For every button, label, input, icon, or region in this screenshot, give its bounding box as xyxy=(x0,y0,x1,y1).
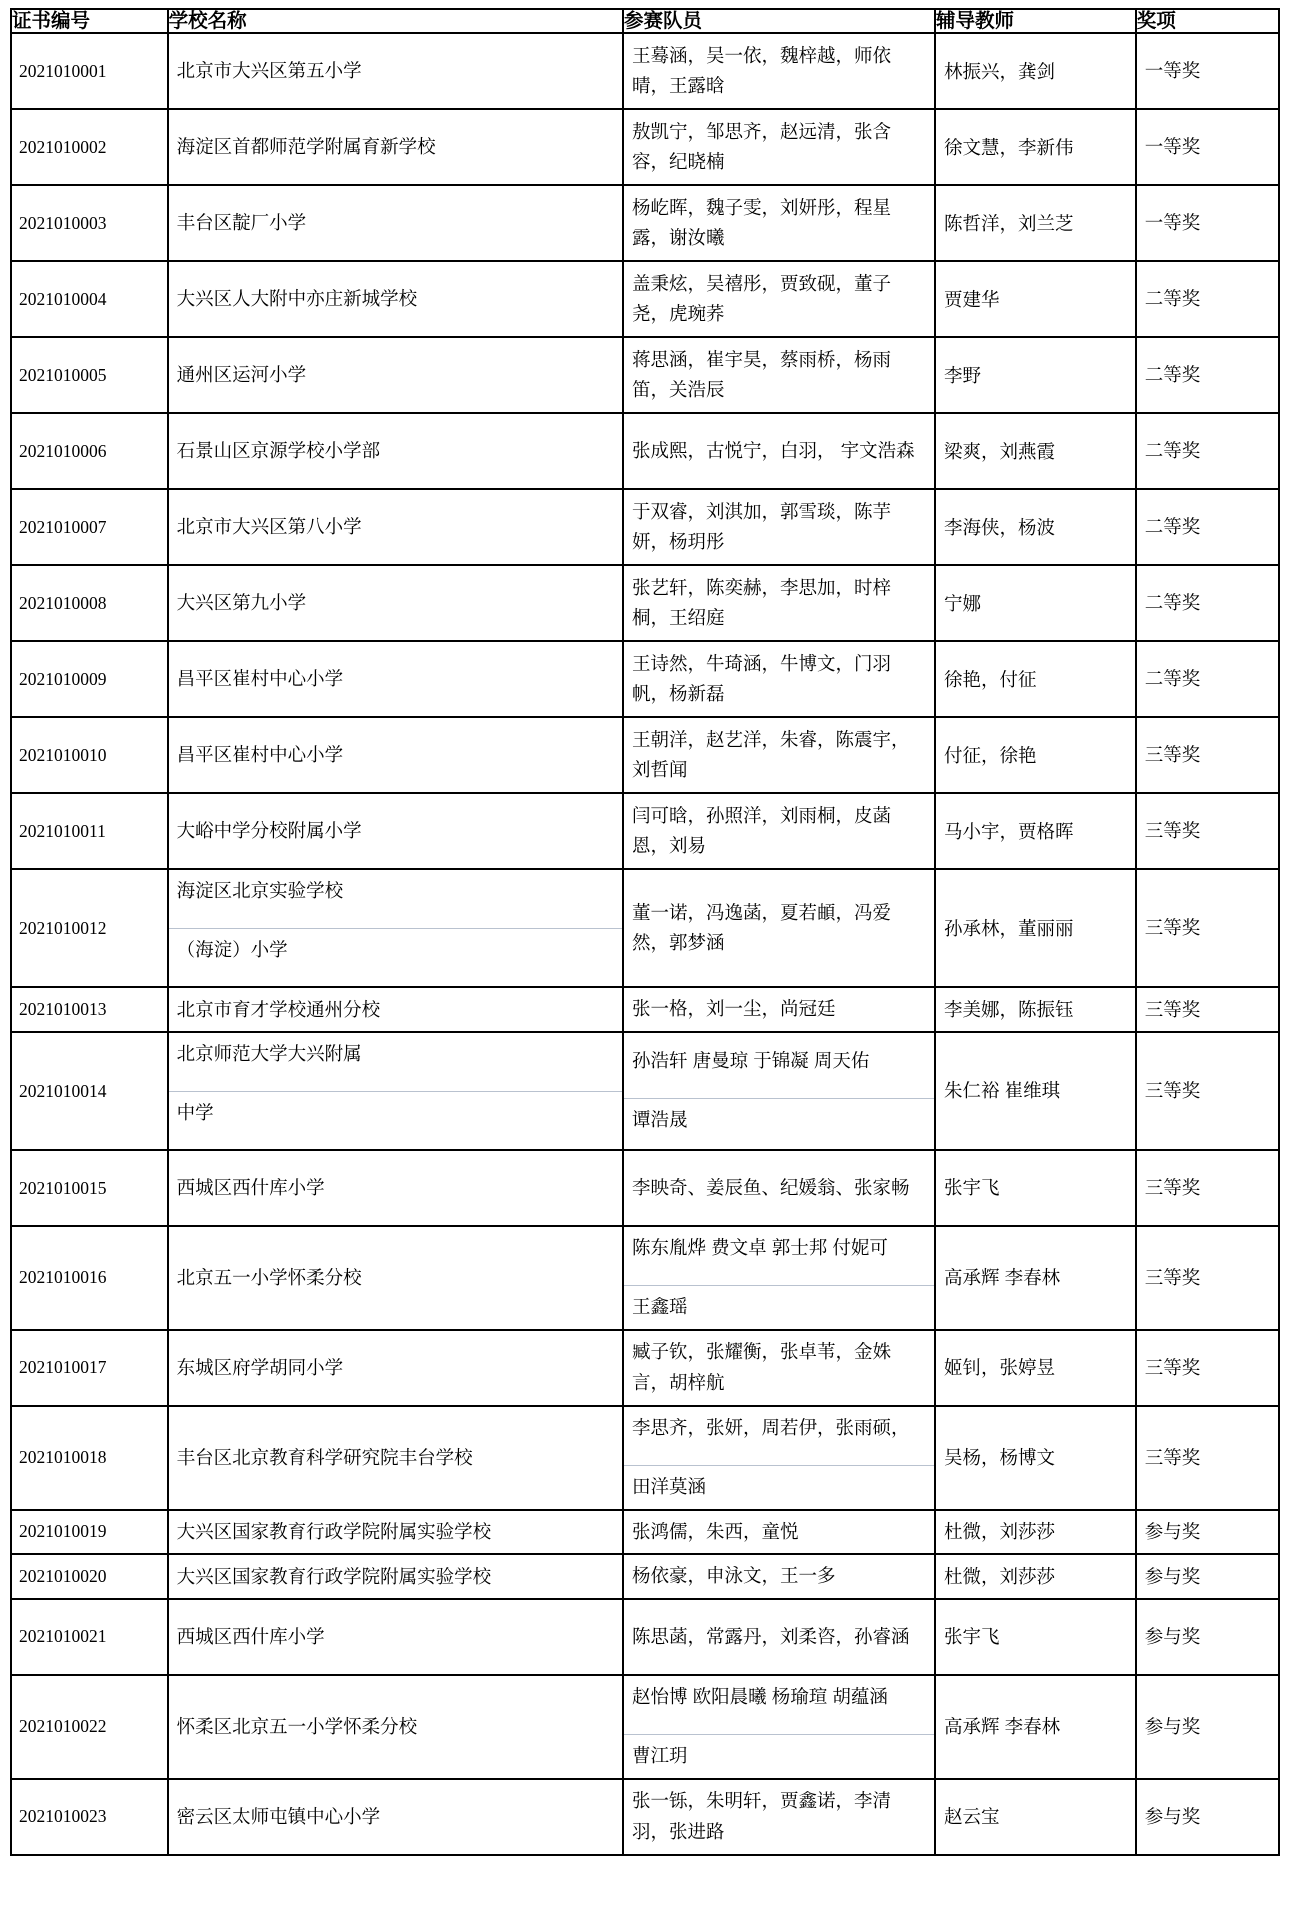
cert-no-text: 2021010005 xyxy=(19,364,107,385)
players-text: 王蓦涵，吴一依，魏梓越，师依晴，王露晗 xyxy=(631,44,891,97)
column-header-cert-no: 证书编号 xyxy=(11,9,168,33)
teacher-text: 贾建华 xyxy=(944,288,1000,310)
cell-teacher xyxy=(935,413,1136,489)
cell-award xyxy=(1136,1150,1279,1226)
players-text: 董一诺，冯逸菡，夏若頔，冯爱然，郭梦涵 xyxy=(631,901,891,954)
players-text: 陈思菡，常露丹，刘柔咨，孙睿涵 xyxy=(631,1625,910,1647)
cert-no-text: 2021010012 xyxy=(19,917,107,938)
players-text: 盖秉炫，吴禧彤，贾致砚，董子尧，虎琬荞 xyxy=(631,272,891,325)
cell-school-name xyxy=(168,413,623,489)
school-name-split xyxy=(169,1033,622,1149)
school-name-line: （海淀）小学 xyxy=(169,928,622,986)
cell-teacher xyxy=(935,185,1136,261)
cell-teacher xyxy=(935,1226,1136,1330)
cell-teacher xyxy=(935,1330,1136,1406)
players-line: 李思齐，张妍，周若伊，张雨硕， xyxy=(631,1416,910,1438)
cell-school-name xyxy=(168,109,623,185)
cell-school-name xyxy=(168,793,623,869)
cell-cert-no xyxy=(11,1150,168,1226)
cell-teacher xyxy=(935,1675,1136,1779)
cell-players xyxy=(623,1150,935,1226)
players-text: 杨屹晖，魏子雯，刘妍彤，程星露，谢汝曦 xyxy=(631,196,891,249)
school-name-text: 昌平区崔村中心小学 xyxy=(176,668,344,690)
cell-players xyxy=(623,261,935,337)
award-badge: 三等奖 xyxy=(1144,820,1201,842)
cell-award xyxy=(1136,1599,1279,1675)
table-body xyxy=(11,33,1279,1854)
cell-school-name xyxy=(168,1226,623,1330)
cert-no-text: 2021010011 xyxy=(19,820,106,841)
cell-players xyxy=(623,185,935,261)
cell-cert-no xyxy=(11,185,168,261)
cell-players xyxy=(623,1779,935,1855)
cell-teacher xyxy=(935,987,1136,1032)
teacher-text: 马小宇，贾格晖 xyxy=(944,820,1074,842)
cell-teacher xyxy=(935,793,1136,869)
cell-school-name xyxy=(168,641,623,717)
cell-school-name xyxy=(168,1675,623,1779)
award-badge: 三等奖 xyxy=(1144,1356,1201,1378)
cell-cert-no xyxy=(11,1330,168,1406)
teacher-text: 张宇飞 xyxy=(944,1177,1000,1199)
award-badge: 二等奖 xyxy=(1144,516,1201,538)
teacher-text: 吴杨，杨博文 xyxy=(944,1446,1056,1468)
players-line: 陈东胤烨 费文卓 郭士邦 付妮可 xyxy=(631,1237,888,1259)
cell-players xyxy=(623,1406,935,1510)
players-text: 闫可晗，孙照洋，刘雨桐，皮菡恩，刘易 xyxy=(631,804,891,857)
cert-no-text: 2021010002 xyxy=(19,136,107,157)
header-row xyxy=(11,9,1279,33)
table-row xyxy=(11,641,1279,717)
players-text: 王朝洋，赵艺洋，朱睿，陈震宇，刘哲闻 xyxy=(631,728,910,781)
award-badge: 参与奖 xyxy=(1144,1565,1201,1587)
players-line: 赵怡博 欧阳晨曦 杨瑜瑄 胡蕴涵 xyxy=(631,1685,888,1707)
award-badge: 一等奖 xyxy=(1144,60,1201,82)
cell-cert-no xyxy=(11,337,168,413)
award-results-table xyxy=(10,8,1280,1856)
teacher-text: 杜微，刘莎莎 xyxy=(944,1521,1056,1542)
cell-cert-no xyxy=(11,489,168,565)
cell-award xyxy=(1136,1510,1279,1555)
cell-teacher xyxy=(935,565,1136,641)
players-text: 王诗然，牛琦涵，牛博文，门羽帆，杨新磊 xyxy=(631,652,891,705)
cell-cert-no xyxy=(11,717,168,793)
school-name-text: 大兴区第九小学 xyxy=(176,592,307,614)
table-row xyxy=(11,489,1279,565)
school-name-text: 北京市育才学校通州分校 xyxy=(176,998,381,1020)
cell-cert-no xyxy=(11,869,168,987)
school-name-text: 北京五一小学怀柔分校 xyxy=(176,1266,362,1288)
cell-cert-no xyxy=(11,109,168,185)
column-header-players: 参赛队员 xyxy=(623,9,935,33)
school-name-text: 大兴区国家教育行政学院附属实验学校 xyxy=(176,1565,492,1587)
cell-players xyxy=(623,641,935,717)
cell-award xyxy=(1136,261,1279,337)
cell-award xyxy=(1136,641,1279,717)
cert-no-text: 2021010016 xyxy=(19,1267,107,1288)
cell-players xyxy=(623,337,935,413)
cell-award xyxy=(1136,1406,1279,1510)
cell-cert-no xyxy=(11,261,168,337)
cell-players xyxy=(623,413,935,489)
cell-players xyxy=(623,793,935,869)
players-text: 敖凯宁，邹思齐，赵远清，张含容，纪晓楠 xyxy=(631,120,891,173)
cell-award xyxy=(1136,1032,1279,1150)
players-line: 田洋莫涵 xyxy=(624,1465,934,1509)
cell-award xyxy=(1136,413,1279,489)
award-badge: 三等奖 xyxy=(1144,917,1201,939)
teacher-text: 付征，徐艳 xyxy=(944,744,1037,766)
cert-no-text: 2021010008 xyxy=(19,592,107,613)
cell-cert-no xyxy=(11,1779,168,1855)
players-text: 于双睿，刘淇加，郭雪琰，陈芋妍，杨玥彤 xyxy=(631,500,891,553)
teacher-text: 徐文慧，李新伟 xyxy=(944,136,1074,158)
cell-teacher xyxy=(935,489,1136,565)
cell-cert-no xyxy=(11,33,168,109)
table-row xyxy=(11,987,1279,1032)
cert-no-text: 2021010003 xyxy=(19,212,107,233)
school-name-text: 石景山区京源学校小学部 xyxy=(176,440,381,462)
cell-teacher xyxy=(935,1554,1136,1599)
cell-players xyxy=(623,1554,935,1599)
table-row xyxy=(11,1779,1279,1855)
players-split xyxy=(624,1407,934,1509)
cell-players xyxy=(623,109,935,185)
players-text: 杨依豪，申泳文，王一多 xyxy=(631,1565,836,1587)
cell-players xyxy=(623,987,935,1032)
players-split xyxy=(624,1676,934,1778)
table-row xyxy=(11,1675,1279,1779)
award-badge: 一等奖 xyxy=(1144,136,1201,158)
cell-school-name xyxy=(168,261,623,337)
table-row xyxy=(11,33,1279,109)
cell-award xyxy=(1136,793,1279,869)
cert-no-text: 2021010021 xyxy=(19,1626,107,1647)
school-name-text: 北京市大兴区第五小学 xyxy=(176,60,362,82)
table-row xyxy=(11,261,1279,337)
cert-no-text: 2021010022 xyxy=(19,1716,107,1737)
cell-players xyxy=(623,1675,935,1779)
school-name-line: 海淀区北京实验学校 xyxy=(176,880,344,902)
cell-school-name xyxy=(168,1330,623,1406)
table-row xyxy=(11,413,1279,489)
cell-cert-no xyxy=(11,641,168,717)
cert-no-text: 2021010023 xyxy=(19,1806,107,1827)
cell-cert-no xyxy=(11,1406,168,1510)
cert-no-text: 2021010017 xyxy=(19,1357,107,1378)
cell-school-name xyxy=(168,185,623,261)
cell-school-name xyxy=(168,1554,623,1599)
players-split xyxy=(624,1227,934,1329)
cell-cert-no xyxy=(11,1510,168,1555)
teacher-text: 徐艳，付征 xyxy=(944,668,1037,690)
cert-no-text: 2021010018 xyxy=(19,1447,107,1468)
award-badge: 三等奖 xyxy=(1144,998,1201,1020)
table-header xyxy=(11,9,1279,33)
cell-teacher xyxy=(935,109,1136,185)
award-badge: 参与奖 xyxy=(1144,1625,1201,1647)
cell-players xyxy=(623,1599,935,1675)
cell-teacher xyxy=(935,33,1136,109)
cell-school-name xyxy=(168,489,623,565)
cell-teacher xyxy=(935,1150,1136,1226)
cell-cert-no xyxy=(11,1032,168,1150)
teacher-text: 孙承林，董丽丽 xyxy=(944,917,1074,939)
cell-award xyxy=(1136,1226,1279,1330)
teacher-text: 高承辉 李春林 xyxy=(944,1715,1061,1737)
cell-teacher xyxy=(935,1406,1136,1510)
cell-award xyxy=(1136,987,1279,1032)
table-row xyxy=(11,1330,1279,1406)
school-name-text: 大兴区人大附中亦庄新城学校 xyxy=(176,288,418,310)
cell-award xyxy=(1136,337,1279,413)
cert-no-text: 2021010020 xyxy=(19,1566,107,1587)
cell-cert-no xyxy=(11,793,168,869)
school-name-text: 大兴区国家教育行政学院附属实验学校 xyxy=(176,1520,492,1542)
players-line: 孙浩轩 唐曼琼 于锦凝 周天佑 xyxy=(631,1050,870,1072)
cert-no-text: 2021010006 xyxy=(19,440,107,461)
teacher-text: 张宇飞 xyxy=(944,1626,1000,1648)
school-name-text: 丰台区北京教育科学研究院丰台学校 xyxy=(176,1446,473,1468)
column-header-school: 学校名称 xyxy=(168,9,623,33)
school-name-text: 北京市大兴区第八小学 xyxy=(176,516,362,538)
award-badge: 三等奖 xyxy=(1144,1446,1201,1468)
teacher-text: 杜微，刘莎莎 xyxy=(944,1565,1056,1587)
cell-players xyxy=(623,1330,935,1406)
cell-teacher xyxy=(935,1032,1136,1150)
cell-school-name xyxy=(168,717,623,793)
school-name-text: 密云区太师屯镇中心小学 xyxy=(176,1805,381,1827)
teacher-text: 李海侠，杨波 xyxy=(944,516,1056,538)
table-row xyxy=(11,565,1279,641)
cell-players xyxy=(623,489,935,565)
table-row xyxy=(11,793,1279,869)
cell-award xyxy=(1136,869,1279,987)
cell-award xyxy=(1136,717,1279,793)
cell-players xyxy=(623,565,935,641)
cell-award xyxy=(1136,109,1279,185)
cell-school-name xyxy=(168,1406,623,1510)
cert-no-text: 2021010004 xyxy=(19,288,107,309)
teacher-text: 李美娜，陈振钰 xyxy=(944,998,1074,1020)
cell-cert-no xyxy=(11,987,168,1032)
cert-no-text: 2021010015 xyxy=(19,1177,107,1198)
column-header-award: 奖项 xyxy=(1136,9,1279,33)
table-row xyxy=(11,1226,1279,1330)
cell-award xyxy=(1136,1330,1279,1406)
cell-players xyxy=(623,717,935,793)
table-row xyxy=(11,717,1279,793)
cell-teacher xyxy=(935,641,1136,717)
cell-school-name xyxy=(168,565,623,641)
school-name-line: 中学 xyxy=(169,1091,622,1149)
table-row xyxy=(11,1150,1279,1226)
table-row xyxy=(11,109,1279,185)
cert-no-text: 2021010019 xyxy=(19,1521,107,1542)
school-name-text: 丰台区靛厂小学 xyxy=(176,212,307,234)
cell-school-name xyxy=(168,869,623,987)
award-badge: 三等奖 xyxy=(1144,1080,1201,1102)
cell-teacher xyxy=(935,717,1136,793)
cell-cert-no xyxy=(11,1226,168,1330)
table-row xyxy=(11,869,1279,987)
table-row xyxy=(11,1554,1279,1599)
cell-school-name xyxy=(168,987,623,1032)
teacher-text: 梁爽，刘燕霞 xyxy=(944,440,1056,462)
cert-no-text: 2021010013 xyxy=(19,999,107,1020)
cell-teacher xyxy=(935,869,1136,987)
cell-award xyxy=(1136,1675,1279,1779)
table-row xyxy=(11,1032,1279,1150)
award-badge: 二等奖 xyxy=(1144,364,1201,386)
table-row xyxy=(11,1599,1279,1675)
cell-award xyxy=(1136,1554,1279,1599)
school-name-text: 西城区西什库小学 xyxy=(176,1177,325,1199)
cell-cert-no xyxy=(11,1554,168,1599)
award-badge: 一等奖 xyxy=(1144,212,1201,234)
players-line: 谭浩晟 xyxy=(624,1098,934,1142)
cert-no-text: 2021010009 xyxy=(19,668,107,689)
teacher-text: 林振兴，龚剑 xyxy=(944,60,1056,82)
cell-award xyxy=(1136,1779,1279,1855)
award-badge: 二等奖 xyxy=(1144,288,1201,310)
cell-teacher xyxy=(935,1779,1136,1855)
school-name-text: 怀柔区北京五一小学怀柔分校 xyxy=(176,1715,418,1737)
players-text: 张艺轩，陈奕赫，李思加，时梓桐，王绍庭 xyxy=(631,576,891,629)
cell-teacher xyxy=(935,1599,1136,1675)
teacher-text: 宁娜 xyxy=(944,592,982,614)
table-row xyxy=(11,1510,1279,1555)
cell-players xyxy=(623,33,935,109)
cell-school-name xyxy=(168,1779,623,1855)
players-text: 蒋思涵，崔宇昊，蔡雨桥，杨雨笛，关浩辰 xyxy=(631,348,891,401)
cell-school-name xyxy=(168,1510,623,1555)
teacher-text: 朱仁裕 崔维琪 xyxy=(944,1080,1061,1102)
cell-cert-no xyxy=(11,565,168,641)
award-badge: 参与奖 xyxy=(1144,1805,1201,1827)
cell-players xyxy=(623,1226,935,1330)
column-header-teacher: 辅导教师 xyxy=(935,9,1136,33)
school-name-text: 昌平区崔村中心小学 xyxy=(176,744,344,766)
cell-award xyxy=(1136,33,1279,109)
cell-school-name xyxy=(168,1599,623,1675)
cell-cert-no xyxy=(11,413,168,489)
award-badge: 参与奖 xyxy=(1144,1520,1201,1542)
school-name-text: 西城区西什库小学 xyxy=(176,1625,325,1647)
players-text: 张一格，刘一尘，尚冠廷 xyxy=(631,998,836,1020)
cell-award xyxy=(1136,185,1279,261)
cell-teacher xyxy=(935,337,1136,413)
cell-award xyxy=(1136,489,1279,565)
cell-cert-no xyxy=(11,1599,168,1675)
table-row xyxy=(11,185,1279,261)
cert-no-text: 2021010001 xyxy=(19,60,107,81)
award-badge: 三等奖 xyxy=(1144,744,1201,766)
cell-players xyxy=(623,869,935,987)
teacher-text: 李野 xyxy=(944,364,982,386)
teacher-text: 高承辉 李春林 xyxy=(944,1267,1061,1289)
school-name-text: 通州区运河小学 xyxy=(176,364,307,386)
school-name-text: 海淀区首都师范学附属育新学校 xyxy=(176,136,436,158)
players-split xyxy=(624,1040,934,1142)
award-badge: 三等奖 xyxy=(1144,1177,1201,1199)
teacher-text: 姬钊，张婷昱 xyxy=(944,1356,1056,1378)
award-badge: 二等奖 xyxy=(1144,668,1201,690)
table-row xyxy=(11,1406,1279,1510)
school-name-text: 大峪中学分校附属小学 xyxy=(176,820,362,842)
table-row xyxy=(11,337,1279,413)
cell-players xyxy=(623,1510,935,1555)
cert-no-text: 2021010010 xyxy=(19,744,107,765)
school-name-line: 北京师范大学大兴附属 xyxy=(176,1043,362,1065)
award-badge: 参与奖 xyxy=(1144,1715,1201,1737)
cell-school-name xyxy=(168,337,623,413)
cell-teacher xyxy=(935,261,1136,337)
cert-no-text: 2021010007 xyxy=(19,516,107,537)
school-name-split xyxy=(169,870,622,986)
players-text: 张鸿儒，朱西，童悦 xyxy=(631,1520,799,1542)
players-line: 王鑫瑶 xyxy=(624,1285,934,1329)
players-line: 曹江玥 xyxy=(624,1734,934,1778)
cell-players xyxy=(623,1032,935,1150)
cell-school-name xyxy=(168,33,623,109)
cell-school-name xyxy=(168,1032,623,1150)
cert-no-text: 2021010014 xyxy=(19,1080,107,1101)
cell-teacher xyxy=(935,1510,1136,1555)
players-text: 臧子钦，张耀衡，张卓苇，金姝言，胡梓航 xyxy=(631,1341,891,1393)
teacher-text: 陈哲洋，刘兰芝 xyxy=(944,212,1074,234)
teacher-text: 赵云宝 xyxy=(944,1805,1000,1827)
cell-school-name xyxy=(168,1150,623,1226)
award-badge: 二等奖 xyxy=(1144,592,1201,614)
cell-cert-no xyxy=(11,1675,168,1779)
award-badge: 三等奖 xyxy=(1144,1266,1201,1288)
players-text: 李映奇、姜辰鱼、纪媛翁、张家畅 xyxy=(631,1176,910,1198)
players-text: 张一铄，朱明轩，贾鑫诺，李清羽，张进路 xyxy=(631,1789,891,1842)
school-name-text: 东城区府学胡同小学 xyxy=(176,1356,344,1378)
cell-award xyxy=(1136,565,1279,641)
players-text: 张成熙，古悦宁，白羽， 宇文浩森 xyxy=(631,440,915,462)
award-badge: 二等奖 xyxy=(1144,440,1201,462)
